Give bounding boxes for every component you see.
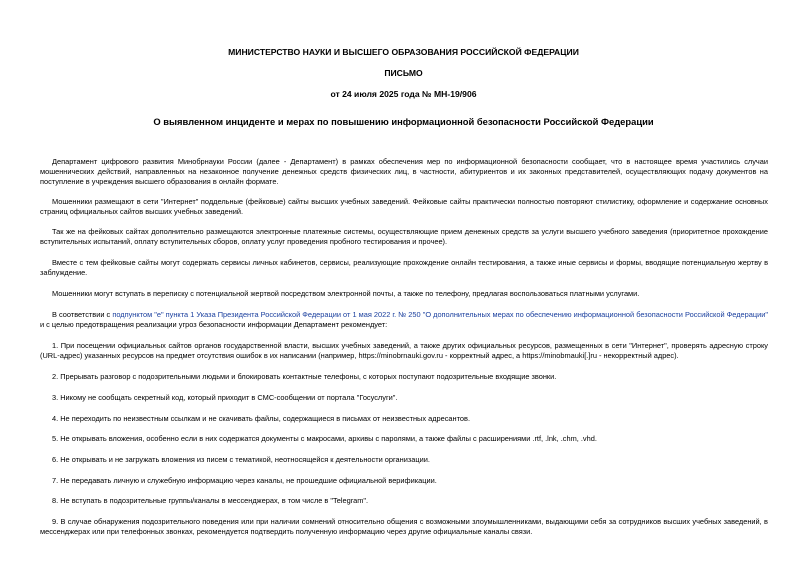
paragraph-correspondence: Мошенники могут вступать в переписку с потенциальной жертвой посредством электронной почты, а также по телефону, предлагая воспользоваться платными услугами. (52, 289, 640, 298)
recommendation-7: 7. Не передавать личную и служебную информацию через каналы, не прошедшие официальной верификации. (52, 476, 437, 485)
decree-link[interactable]: подпунктом "е" пункта 1 Указа Президента Российской Федерации от 1 мая 2022 г. № 250 "О дополнительных мерах по обеспечению информационной безопасности Российской Федерации" (112, 310, 768, 319)
legal-basis-prefix: В соответствии с (52, 310, 113, 319)
recommendation-3: 3. Никому не сообщать секретный код, который приходит в СМС-сообщении от портала "Госуслуги". (52, 393, 398, 402)
recommendation-6: 6. Не открывать и не загружать вложения из писем с тематикой, неотносящейся к деятельности организации. (52, 455, 430, 464)
recommendation-4: 4. Не переходить по неизвестным ссылкам и не скачивать файлы, содержащиеся в письмах от неизвестных адресантов. (52, 414, 471, 423)
paragraph-services: Вместе с тем фейковые сайты могут содержать сервисы личных кабинетов, сервисы, реализующие прохождение онлайн тестирования, а также иные сервисы и формы, вводящие потенциальную жертву в заблуждение. (40, 258, 768, 277)
document-date-number: от 24 июля 2025 года № МН-19/906 (330, 89, 477, 99)
ministry-heading: МИНИСТЕРСТВО НАУКИ И ВЫСШЕГО ОБРАЗОВАНИЯ РОССИЙСКОЙ ФЕДЕРАЦИИ (228, 47, 579, 57)
paragraph-legal-basis (40, 310, 768, 330)
document-subject: О выявленном инциденте и мерах по повышению информационной безопасности Российской Федерации (153, 116, 654, 127)
paragraph-payment-systems: Так же на фейковых сайтах дополнительно размещаются электронные платежные системы, осуществляющие прием денежных средств за услуги высшего учебного заведения (приоритетное прохождение вступительных испытаний, оплату вступительных сборов, оплату услуг проведения пробного тестирования и прочее). (40, 227, 768, 246)
recommendation-8: 8. Не вступать в подозрительные группы/каналы в мессенджерах, в том числе в "Telegram". (52, 496, 369, 505)
recommendation-2: 2. Прерывать разговор с подозрительными людьми и блокировать контактные телефоны, с которых поступают подозрительные входящие звонки. (52, 372, 557, 381)
recommendation-9: 9. В случае обнаружения подозрительного поведения или при наличии сомнений относительно общения с возможными злоумышленниками, выдающими себя за сотрудников высших учебных заведений, в мессенджерах или при телефонных звонках, рекомендуется подтвердить полученную информацию через другие официальные каналы связи. (40, 517, 768, 536)
recommendation-1: 1. При посещении официальных сайтов органов государственной власти, высших учебных заведений, а также других официальных ресурсов, размещенных в сети "Интернет", проверять адресную строку (URL-адрес) указанных ресурсов на предмет отсутствия ошибок в их написании (например, https://minobrnauki.gov.ru - корректный адрес, а https://minobmauki[.]ru - некорректный адрес). (40, 341, 768, 360)
paragraph-intro: Департамент цифрового развития Минобрнауки России (далее - Департамент) в рамках обеспечения мер по информационной безопасности сообщает, что в настоящее время участились случаи мошеннических действий, направленных на незаконное получение денежных средств физических лиц, в частности, абитуриентов и их законных представителей, осуществляющих подачу документов на поступление в учреждения высшего образования в онлайн формате. (40, 157, 768, 186)
paragraph-fake-sites: Мошенники размещают в сети "Интернет" поддельные (фейковые) сайты высших учебных заведений. Фейковые сайты практически полностью повторяют стилистику, оформление и содержание основных страниц официальных сайтов высших учебных заведений. (40, 197, 768, 216)
recommendation-5: 5. Не открывать вложения, особенно если в них содержатся документы с макросами, архивы с паролями, а также файлы с расширениями .rtf, .lnk, .chm, .vhd. (52, 434, 597, 443)
document-type: ПИСЬМО (384, 68, 423, 78)
legal-basis-suffix: и с целью предотвращения реализации угроз безопасности информации Департамент рекомендует: (40, 320, 388, 329)
